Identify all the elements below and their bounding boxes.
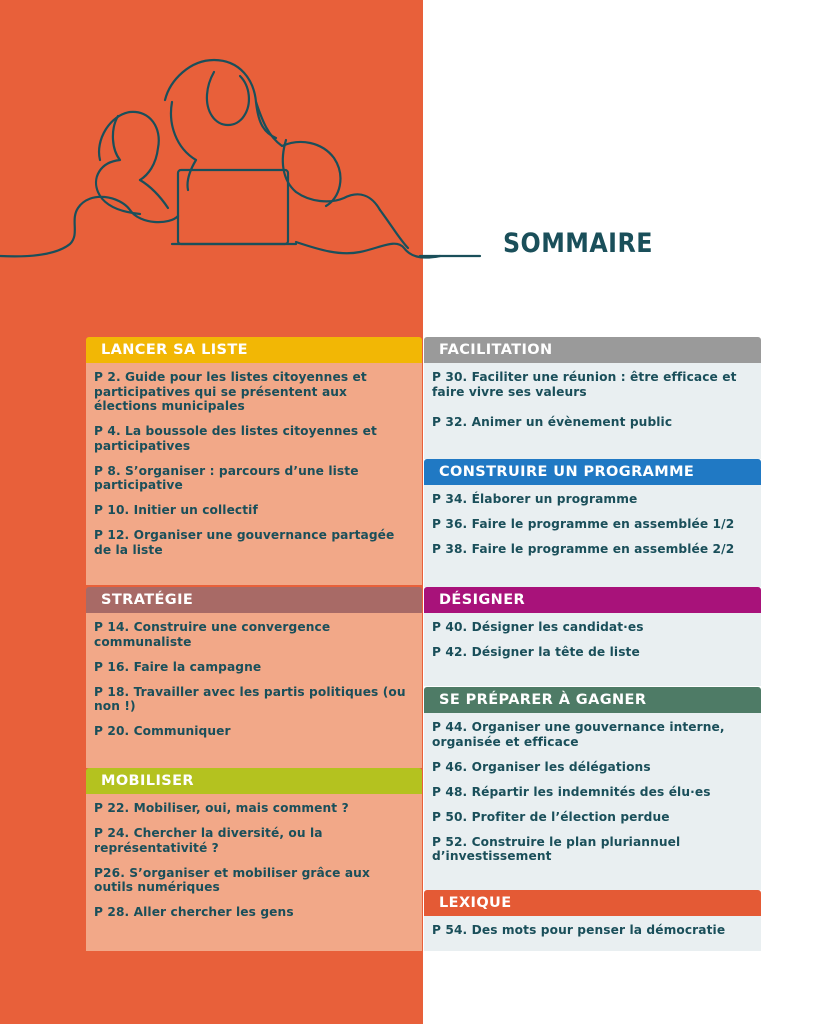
toc-entry[interactable]: P 16. Faire la campagne xyxy=(94,659,262,674)
toc-entry[interactable]: P 40. Désigner les candidat·es xyxy=(432,620,644,634)
toc-entry[interactable]: P 44. Organiser une gouvernance interne, organisée et efficace xyxy=(432,720,725,749)
toc-entry[interactable]: P 32. Animer un évènement public xyxy=(432,415,673,429)
section-heading: CONSTRUIRE UN PROGRAMME xyxy=(424,459,761,485)
section-body xyxy=(86,363,422,585)
toc-entry[interactable]: P 14. Construire une convergence communaliste xyxy=(94,620,331,649)
toc-entry[interactable]: P 34. Élaborer un programme xyxy=(432,492,638,506)
section-heading: DÉSIGNER xyxy=(424,587,761,613)
section-body xyxy=(424,485,761,587)
section-strategie xyxy=(86,587,422,768)
section-body xyxy=(424,363,761,459)
toc-entry[interactable]: P 24. Chercher la diversité, ou la représentativité ? xyxy=(94,826,323,855)
people-around-laptop-line-drawing-icon xyxy=(0,20,490,270)
section-heading: MOBILISER xyxy=(86,768,422,794)
section-construire-un-programme xyxy=(424,459,761,587)
toc-entry[interactable]: P 42. Désigner la tête de liste xyxy=(432,645,640,659)
toc-entry[interactable]: P 18. Travailler avec les partis politiques (ou non !) xyxy=(94,684,406,713)
toc-entry[interactable]: P 8. S’organiser : parcours d’une liste participative xyxy=(94,463,359,492)
toc-entry[interactable]: P 50. Profiter de l’élection perdue xyxy=(432,809,670,824)
section-body xyxy=(424,613,761,686)
section-heading: LANCER SA LISTE xyxy=(86,337,422,363)
section-body xyxy=(424,713,761,890)
section-designer xyxy=(424,587,761,686)
toc-entry[interactable]: P 20. Communiquer xyxy=(94,724,231,738)
toc-entry[interactable]: P 28. Aller chercher les gens xyxy=(94,905,294,919)
toc-entry[interactable]: P 38. Faire le programme en assemblée 2/2 xyxy=(432,542,735,556)
section-body xyxy=(424,916,761,951)
toc-entry[interactable]: P 4. La boussole des listes citoyennes et participatives xyxy=(94,424,377,453)
section-heading: SE PRÉPARER À GAGNER xyxy=(424,687,761,713)
section-heading: LEXIQUE xyxy=(424,890,761,916)
toc-entry[interactable]: P 12. Organiser une gouvernance partagée de la liste xyxy=(94,528,395,557)
toc-entry[interactable]: P 10. Initier un collectif xyxy=(94,503,258,517)
toc-entry[interactable]: P 36. Faire le programme en assemblée 1/2 xyxy=(432,517,735,531)
section-heading: STRATÉGIE xyxy=(86,587,422,613)
toc-entry[interactable]: P 2. Guide pour les listes citoyennes et participatives qui se présentent aux élections municipales xyxy=(94,370,367,413)
section-facilitation xyxy=(424,337,761,459)
section-body xyxy=(86,613,422,768)
page-title: SOMMAIRE xyxy=(503,228,653,259)
toc-entry[interactable]: P 52. Construire le plan pluriannuel d’investissement xyxy=(432,834,681,863)
toc-entry[interactable]: P 30. Faciliter une réunion : être efficace et faire vivre ses valeurs xyxy=(432,370,737,399)
section-mobiliser xyxy=(86,768,422,951)
toc-entry[interactable]: P 54. Des mots pour penser la démocratie xyxy=(432,923,726,937)
toc-entry[interactable]: P26. S’organiser et mobiliser grâce aux outils numériques xyxy=(94,865,370,894)
toc-entry[interactable]: P 46. Organiser les délégations xyxy=(432,759,651,774)
section-se-preparer-a-gagner xyxy=(424,687,761,890)
section-heading: FACILITATION xyxy=(424,337,761,363)
section-lancer-sa-liste xyxy=(86,337,422,585)
section-lexique xyxy=(424,890,761,951)
toc-entry[interactable]: P 22. Mobiliser, oui, mais comment ? xyxy=(94,801,349,815)
section-body xyxy=(86,794,422,951)
toc-entry[interactable]: P 48. Répartir les indemnités des élu·es xyxy=(432,784,711,799)
